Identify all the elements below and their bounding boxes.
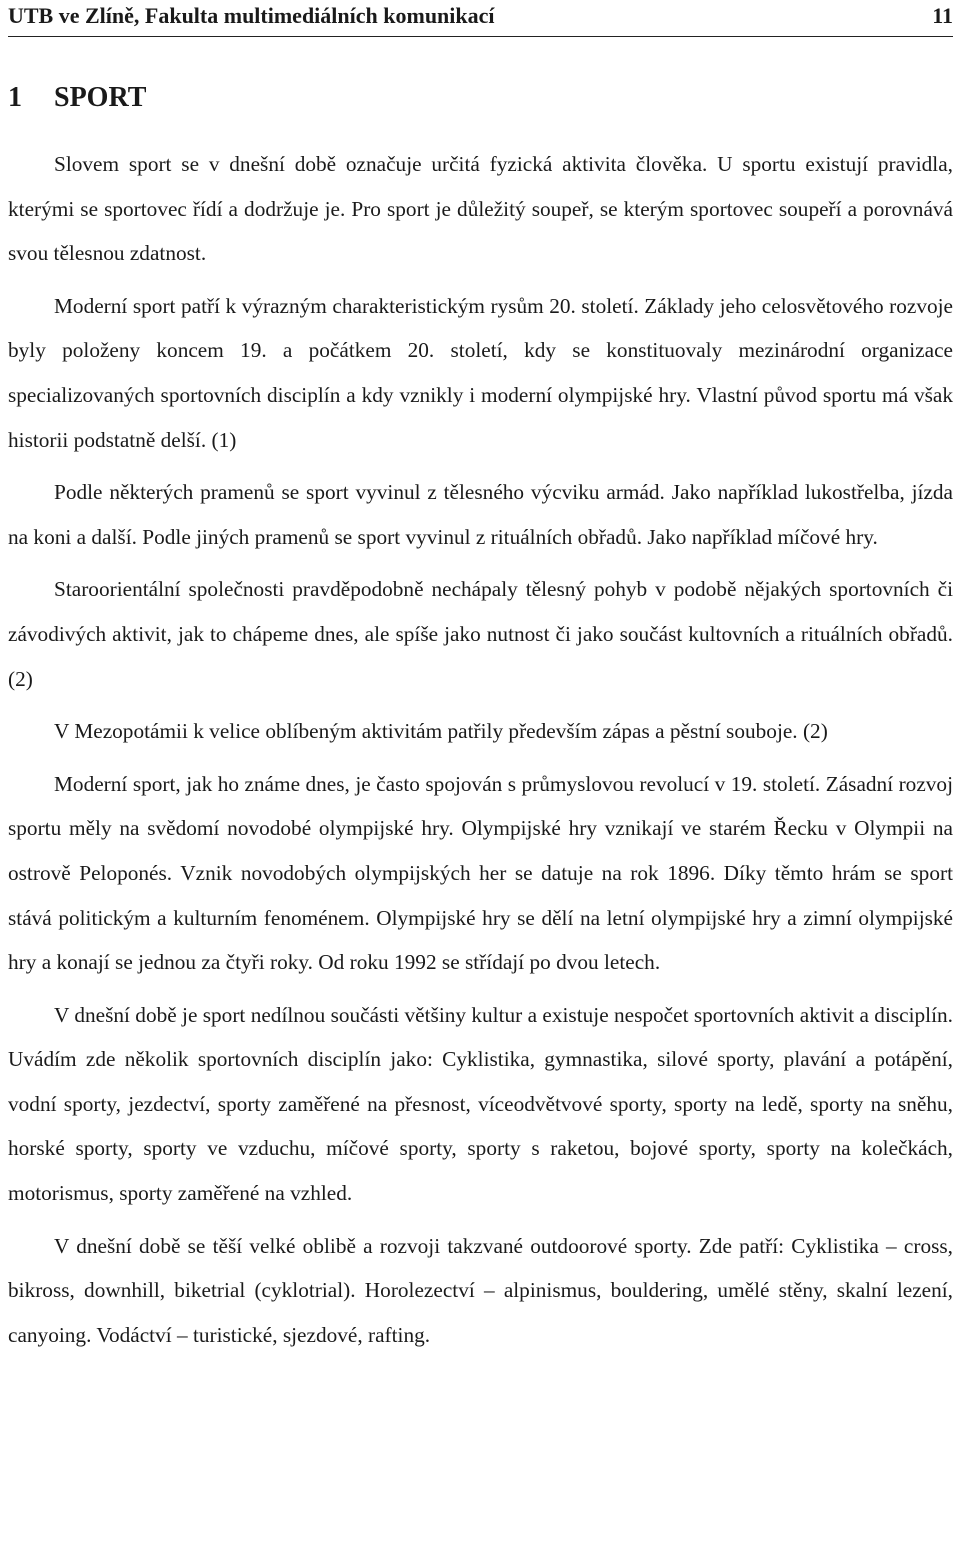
page-number: 11 <box>932 3 953 28</box>
paragraph: V dnešní době je sport nedílnou součásti většiny kultur a existuje nespočet sportovních aktivit a disciplín. Uvádím zde několik sportovních disciplín jako: Cyklistika, gymnastika, silové sporty, plavání a potápění, vodní sporty, jezdectví, sporty zaměřené na přesnost, víceodvětvové sporty, sporty na ledě, sporty na sněhu, horské sporty, sporty ve vzduchu, míčové sporty, sporty s raketou, bojové sporty, sporty na kolečkách, motorismus, sporty zaměřené na vzhled. <box>8 1002 953 1206</box>
paragraph: Moderní sport, jak ho známe dnes, je často spojován s průmyslovou revolucí v 19. století. Zásadní rozvoj sportu měly na svědomí novodobé olympijské hry. Olympijské hry vznikají ve starém Řecku v Olympii na ostrově Peloponés. Vznik novodobých olympijských her se datuje na rok 1896. Díky těmto hrám se sport stává politickým a kulturním fenoménem. Olympijské hry se dělí na letní olympijské hry a zimní olympijské hry a konají se jednou za čtyři roky. Od roku 1992 se střídají po dvou letech. <box>8 771 953 975</box>
paragraph: Slovem sport se v dnešní době označuje určitá fyzická aktivita člověka. U sportu existují pravidla, kterými se sportovec řídí a dodržuje je. Pro sport je důležitý soupeř, se kterým sportovec soupeří a porovnává svou tělesnou zdatnost. <box>8 152 953 266</box>
chapter-number: 1 <box>8 82 22 113</box>
chapter-title: SPORT <box>54 82 147 113</box>
paragraph: V Mezopotámii k velice oblíbeným aktivitám patřily především zápas a pěstní souboje. (2) <box>54 719 828 744</box>
paragraph: V dnešní době se těší velké oblibě a rozvoji takzvané outdoorové sporty. Zde patří: Cyklistika – cross, bikross, downhill, biketrial (cyklotrial). Horolezectví – alpinismus, bouldering, umělé stěny, skalní lezení, canyoing. Vodáctví – turistické, sjezdové, rafting. <box>8 1233 953 1347</box>
paragraph: Podle některých pramenů se sport vyvinul z tělesného výcviku armád. Jako například lukostřelba, jízda na koni a další. Podle jiných pramenů se sport vyvinul z rituálních obřadů. Jako například míčové hry. <box>8 480 953 549</box>
chapter-heading <box>8 80 146 116</box>
header-rule <box>8 36 953 37</box>
paragraph: Moderní sport patří k výrazným charakteristickým rysům 20. století. Základy jeho celosvětového rozvoje byly položeny koncem 19. a počátkem 20. století, kdy se konstituovaly mezinárodní organizace specializovaných sportovních disciplín a kdy vznikly i moderní olympijské hry. Vlastní původ sportu má však historii podstatně delší. (1) <box>8 293 953 452</box>
running-header <box>8 2 953 32</box>
paragraph: Staroorientální společnosti pravděpodobně nechápaly tělesný pohyb v podobě nějakých sportovních či závodivých aktivit, jak to chápeme dnes, ale spíše jako nutnost či jako součást kultovních a rituálních obřadů. (2) <box>8 577 953 691</box>
body-text <box>8 142 953 1357</box>
header-title: UTB ve Zlíně, Fakulta multimediálních komunikací <box>8 3 495 28</box>
